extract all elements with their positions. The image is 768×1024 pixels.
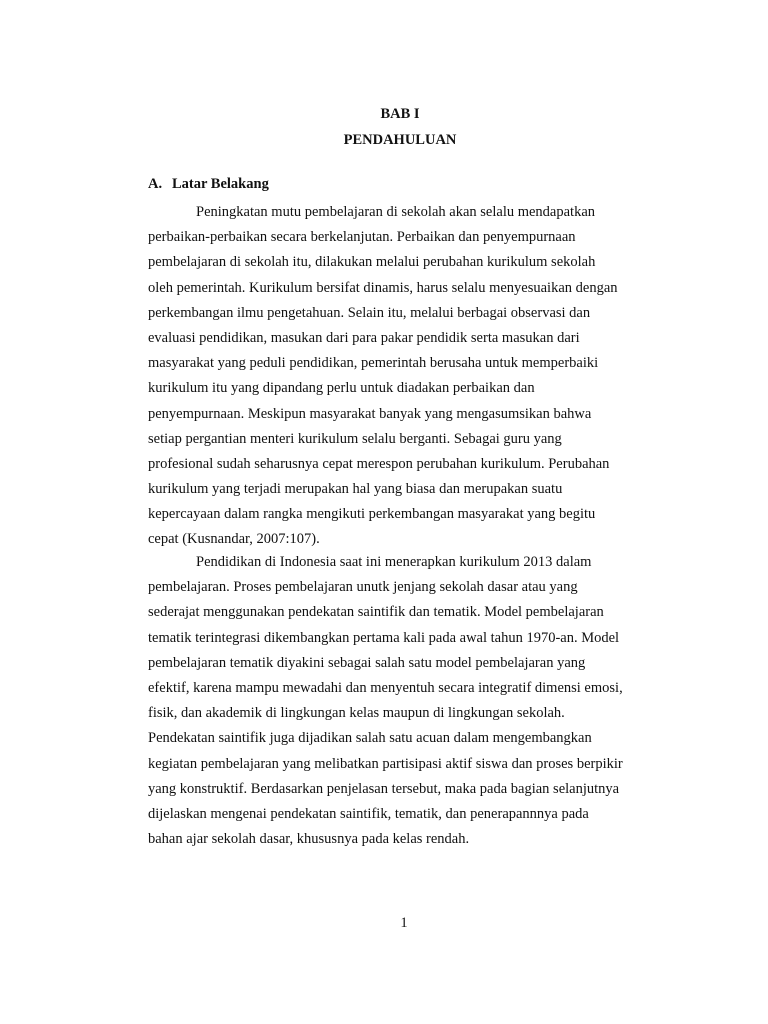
paragraph-line: pembelajaran. Proses pembelajaran unutk jenjang sekolah dasar atau yang bbox=[148, 579, 578, 596]
paragraph-line: oleh pemerintah. Kurikulum bersifat dinamis, harus selalu menyesuaikan dengan bbox=[148, 279, 618, 296]
paragraph-line: perkembangan ilmu pengetahuan. Selain itu, melalui berbagai observasi dan bbox=[148, 304, 591, 321]
paragraph-line: evaluasi pendidikan, masukan dari para pakar pendidik serta masukan dari bbox=[148, 329, 580, 346]
chapter-title: PENDAHULUAN bbox=[343, 132, 457, 148]
paragraph-line: kegiatan pembelajaran yang melibatkan partisipasi aktif siswa dan proses berpikir bbox=[148, 755, 623, 772]
page-number: 1 bbox=[400, 915, 408, 931]
paragraph-2 bbox=[148, 553, 668, 855]
paragraph-line: bahan ajar sekolah dasar, khususnya pada kelas rendah. bbox=[148, 831, 470, 848]
chapter-number: BAB I bbox=[380, 106, 420, 122]
paragraph-line: pembelajaran tematik diyakini sebagai salah satu model pembelajaran yang bbox=[148, 654, 586, 671]
section-number: A. bbox=[148, 176, 163, 192]
paragraph-1 bbox=[148, 203, 668, 556]
paragraph-line: Pendidikan di Indonesia saat ini menerapkan kurikulum 2013 dalam bbox=[196, 554, 592, 570]
paragraph-line: cepat (Kusnandar, 2007:107). bbox=[148, 531, 320, 548]
paragraph-line: kurikulum itu yang dipandang perlu untuk diadakan perbaikan dan bbox=[148, 380, 535, 397]
paragraph-line: efektif, karena mampu mewadahi dan menyentuh secara integratif dimensi emosi, bbox=[148, 679, 623, 696]
paragraph-line: setiap pergantian menteri kurikulum selalu berganti. Sebagai guru yang bbox=[148, 430, 562, 447]
paragraph-line: yang konstruktif. Berdasarkan penjelasan tersebut, maka pada bagian selanjutnya bbox=[148, 780, 620, 797]
paragraph-line: Peningkatan mutu pembelajaran di sekolah akan selalu mendapatkan bbox=[196, 204, 596, 220]
paragraph-line: dijelaskan mengenai pendekatan saintifik, tematik, dan penerapannnya pada bbox=[148, 805, 589, 822]
section-title: Latar Belakang bbox=[172, 176, 269, 192]
paragraph-line: masyarakat yang peduli pendidikan, pemerintah berusaha untuk memperbaiki bbox=[148, 355, 599, 372]
paragraph-line: sederajat menggunakan pendekatan saintifik dan tematik. Model pembelajaran bbox=[148, 604, 604, 621]
paragraph-line: kurikulum yang terjadi merupakan hal yang biasa dan merupakan suatu bbox=[148, 481, 563, 498]
paragraph-line: perbaikan-perbaikan secara berkelanjutan. Perbaikan dan penyempurnaan bbox=[148, 229, 576, 246]
paragraph-line: penyempurnaan. Meskipun masyarakat banyak yang mengasumsikan bahwa bbox=[148, 405, 592, 422]
paragraph-line: profesional sudah seharusnya cepat merespon perubahan kurikulum. Perubahan bbox=[148, 455, 610, 472]
paragraph-line: pembelajaran di sekolah itu, dilakukan melalui perubahan kurikulum sekolah bbox=[148, 254, 596, 271]
paragraph-line: Pendekatan saintifik juga dijadikan salah satu acuan dalam mengembangkan bbox=[148, 730, 592, 747]
paragraph-line: kepercayaan dalam rangka mengikuti perkembangan masyarakat yang begitu bbox=[148, 506, 596, 523]
paragraph-line: fisik, dan akademik di lingkungan kelas maupun di lingkungan sekolah. bbox=[148, 705, 565, 722]
section-heading bbox=[148, 175, 269, 193]
paragraph-line: tematik terintegrasi dikembangkan pertama kali pada awal tahun 1970-an. Model bbox=[148, 629, 620, 646]
